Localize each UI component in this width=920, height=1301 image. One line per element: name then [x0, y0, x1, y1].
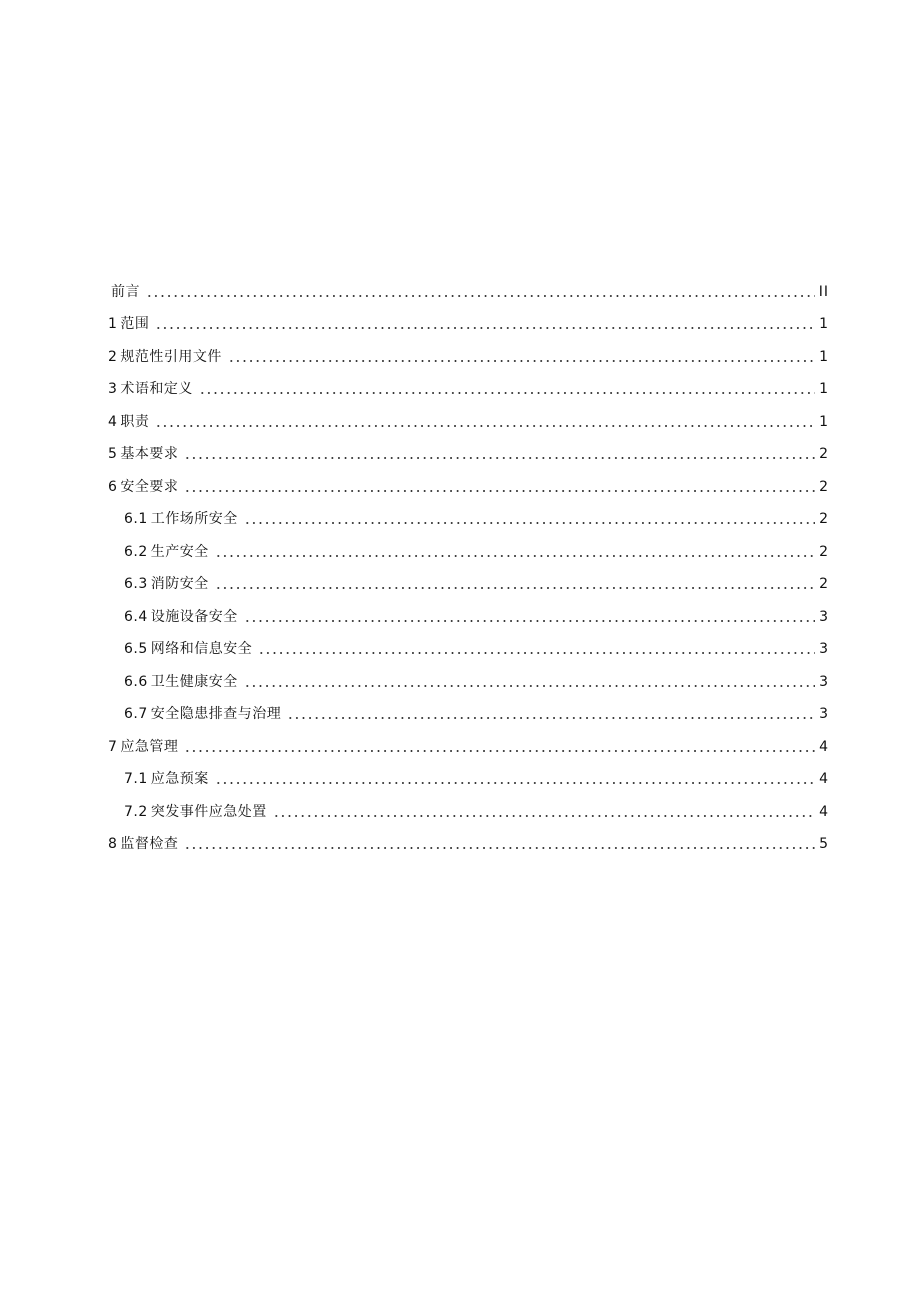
toc-entry-number: 6.5	[124, 641, 148, 657]
toc-dot-leader	[244, 685, 815, 687]
toc-entry-page: 3	[819, 608, 829, 625]
toc-entry-label	[108, 380, 193, 398]
toc-entry-6[interactable]	[108, 463, 829, 496]
toc-entry-label	[124, 510, 238, 528]
toc-entry-6-3[interactable]	[108, 561, 829, 594]
toc-entry-label	[124, 705, 281, 723]
toc-entry-6-1[interactable]	[108, 496, 829, 529]
toc-entry-label	[124, 673, 238, 691]
toc-entry-number: 1	[108, 316, 118, 332]
toc-dot-leader	[199, 392, 815, 394]
toc-entry-number: 6	[108, 478, 118, 495]
toc-dot-leader	[184, 847, 815, 849]
toc-entry-label	[108, 835, 178, 853]
toc-entry-number: 4	[108, 413, 118, 430]
toc-entry-title: 应急管理	[120, 738, 179, 755]
toc-entry-page: 3	[819, 673, 829, 690]
toc-entry-label	[124, 543, 209, 561]
toc-entry-5[interactable]	[108, 431, 829, 464]
toc-entry-number: 6.1	[124, 511, 148, 527]
toc-entry-8[interactable]	[108, 821, 829, 854]
toc-entry-label	[124, 608, 238, 626]
toc-entry-page: 2	[819, 511, 829, 527]
toc-entry-label	[108, 413, 149, 431]
toc-entry-page: 2	[819, 543, 829, 560]
toc-entry-2[interactable]	[108, 333, 829, 366]
toc-entry-page: 4	[819, 738, 829, 755]
toc-entry-number: 6.4	[124, 608, 148, 625]
toc-entry-page: 2	[819, 446, 829, 462]
toc-entry-title: 卫生健康安全	[150, 673, 238, 690]
toc-entry-title: 规范性引用文件	[120, 348, 222, 365]
toc-dot-leader	[184, 750, 815, 752]
toc-entry-title: 网络和信息安全	[150, 641, 253, 657]
toc-dot-leader	[146, 295, 815, 297]
toc-entry-page: 1	[819, 381, 829, 397]
toc-dot-leader	[184, 457, 815, 459]
toc-entry-title: 安全隐患排查与治理	[150, 706, 282, 722]
toc-entry-label	[124, 770, 209, 788]
toc-entry-page: 2	[819, 478, 829, 495]
toc-dot-leader	[215, 587, 815, 589]
toc-entry-4[interactable]	[108, 398, 829, 431]
toc-entry-page: 4	[819, 771, 829, 787]
toc-entry-page: 3	[819, 706, 829, 722]
toc-entry-7-2[interactable]	[108, 788, 829, 821]
toc-entry-title: 术语和定义	[120, 381, 193, 397]
toc-entry-title: 应急预案	[150, 771, 209, 787]
toc-dot-leader	[287, 717, 815, 719]
toc-entry-label	[124, 640, 252, 658]
toc-entry-title: 前言	[111, 283, 140, 300]
toc-entry-label	[108, 348, 222, 366]
toc-entry-6-6[interactable]	[108, 658, 829, 691]
toc-entry-number: 6.3	[124, 576, 148, 592]
toc-entry-label	[108, 478, 178, 496]
toc-entry-1[interactable]	[108, 301, 829, 334]
toc-entry-label	[124, 803, 267, 821]
toc-entry-number: 5	[108, 446, 118, 462]
toc-dot-leader	[244, 620, 815, 622]
toc-entry-foreword[interactable]	[108, 268, 829, 301]
toc-entry-title: 职责	[120, 413, 150, 430]
toc-entry-title: 突发事件应急处置	[150, 803, 267, 820]
toc-entry-label	[108, 283, 140, 301]
toc-entry-title: 监督检查	[120, 836, 179, 852]
toc-entry-6-2[interactable]	[108, 528, 829, 561]
toc-entry-page: 4	[819, 803, 829, 820]
toc-dot-leader	[155, 327, 815, 329]
toc-dot-leader	[228, 360, 815, 362]
toc-entry-number: 3	[108, 381, 118, 397]
toc-dot-leader	[184, 490, 815, 492]
toc-dot-leader	[273, 815, 815, 817]
toc-entry-label	[124, 575, 209, 593]
toc-entry-6-7[interactable]	[108, 691, 829, 724]
toc-entry-title: 安全要求	[120, 478, 179, 495]
toc-entry-page: 1	[819, 413, 829, 430]
toc-dot-leader	[215, 555, 815, 557]
toc-entry-title: 工作场所安全	[150, 511, 238, 527]
toc-entry-6-5[interactable]	[108, 626, 829, 659]
toc-dot-leader	[155, 425, 815, 427]
toc-dot-leader	[258, 652, 815, 654]
toc-dot-leader	[215, 782, 815, 784]
toc-entry-page: 1	[819, 348, 829, 365]
toc-entry-number: 7.2	[124, 803, 148, 820]
toc-entry-7-1[interactable]	[108, 756, 829, 789]
toc-entry-number: 6.7	[124, 706, 148, 722]
toc-entry-page: 1	[819, 316, 829, 332]
toc-entry-label	[108, 315, 149, 333]
toc-entry-number: 2	[108, 348, 118, 365]
toc-entry-number: 7.1	[124, 771, 148, 787]
toc-entry-title: 范围	[120, 316, 150, 332]
table-of-contents	[108, 268, 829, 853]
toc-entry-page: 2	[819, 576, 829, 592]
toc-dot-leader	[244, 522, 815, 524]
toc-entry-3[interactable]	[108, 366, 829, 399]
toc-entry-number: 6.6	[124, 673, 148, 690]
toc-entry-number: 8	[108, 836, 118, 852]
toc-entry-page: 5	[819, 836, 829, 852]
toc-entry-7[interactable]	[108, 723, 829, 756]
toc-entry-page: II	[818, 283, 829, 300]
toc-entry-title: 基本要求	[120, 446, 179, 462]
toc-entry-page: 3	[819, 641, 829, 657]
toc-entry-title: 设施设备安全	[150, 608, 238, 625]
toc-entry-number: 7	[108, 738, 118, 755]
toc-entry-title: 消防安全	[150, 576, 209, 592]
toc-entry-number: 6.2	[124, 543, 148, 560]
toc-entry-6-4[interactable]	[108, 593, 829, 626]
toc-entry-label	[108, 445, 178, 463]
toc-entry-title: 生产安全	[150, 543, 209, 560]
toc-entry-label	[108, 738, 178, 756]
